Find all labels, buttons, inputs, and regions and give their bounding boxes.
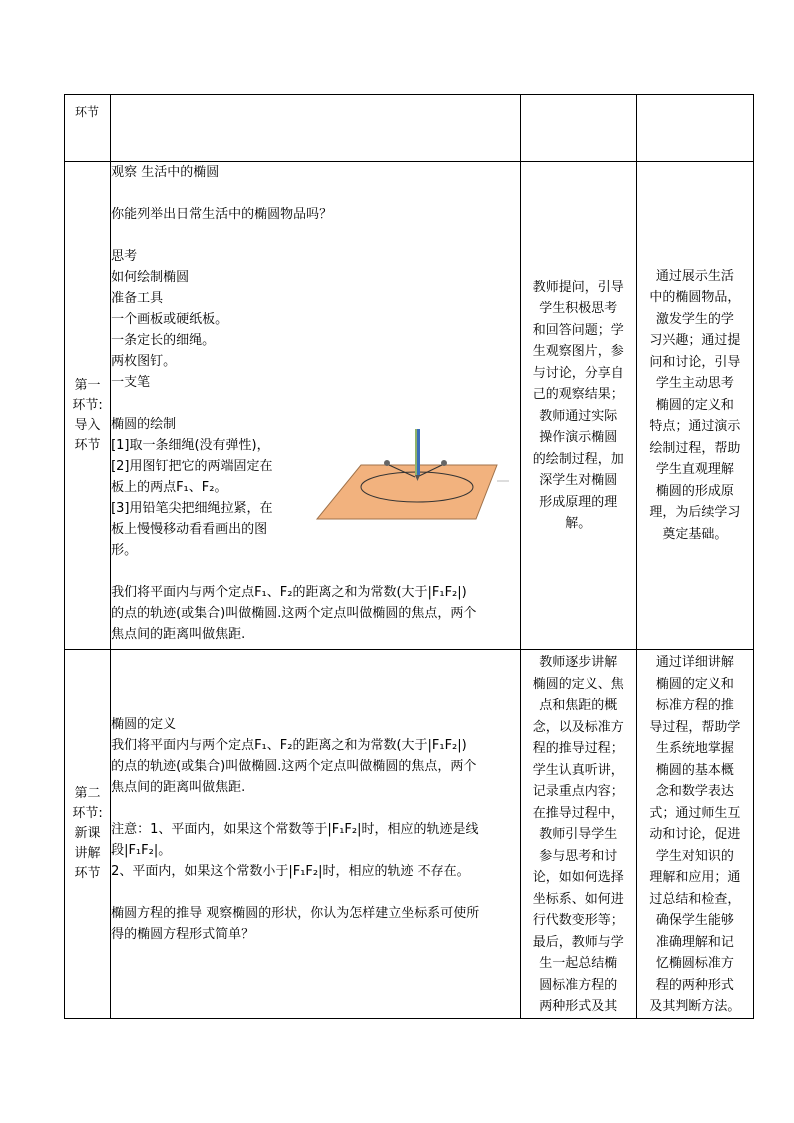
draw-heading: 椭圆的绘制 [111, 417, 177, 432]
step-text: [2]用图钉把它的两端固定在 [111, 459, 273, 474]
teacher-line: 在推导过程中， [532, 805, 624, 821]
purpose-line: 绘制过程，帮助 [649, 440, 741, 456]
teacher-line: 与讨论，分享自 [532, 365, 624, 381]
purpose-line: 习兴趣；通过提 [649, 333, 741, 349]
teacher-line: 教师提问，引导 [532, 279, 624, 295]
step-text: 板上的两点F₁、F₂。 [111, 480, 228, 495]
stage-line: 讲解 [74, 845, 101, 861]
stage-line: 环节: [72, 805, 103, 821]
how-text: 如何绘制椭圆 [111, 270, 190, 285]
purpose-line: 理，为后续学习 [649, 505, 741, 521]
definition-text: 的点的轨迹(或集合)叫做椭圆.这两个定点叫做椭圆的焦点，两个 [111, 759, 477, 774]
row-new-lesson [65, 650, 754, 1019]
teacher-line: 学生认真听讲， [532, 762, 624, 778]
teacher-line: 论，如如何选择 [532, 870, 624, 885]
teacher-line: 形成原理的理 [539, 494, 618, 510]
note-text: 段|F₁F₂|。 [111, 843, 172, 858]
definition-text: 焦点间的距离叫做焦距. [111, 780, 246, 795]
lesson-plan-table [64, 94, 754, 1019]
step-text: 形。 [111, 543, 138, 558]
step-text: 板上慢慢移动看看画出的图 [111, 522, 268, 537]
purpose-line: 椭圆的定义和 [655, 397, 734, 413]
step-text: [1]取一条细绳(没有弹性)， [111, 438, 270, 453]
note-text: 注意：1、平面内，如果这个常数等于|F₁F₂|时，相应的轨迹是线 [111, 822, 479, 837]
stage-cell-intro [65, 162, 111, 650]
teacher-cell-intro [520, 162, 636, 650]
purpose-line: 过总结和检查， [649, 891, 741, 907]
definition-text: 焦点间的距离叫做焦距. [111, 627, 246, 642]
note-text: 2、平面内，如果这个常数小于|F₁F₂|时，相应的轨迹 不存在。 [111, 864, 470, 879]
row-intro [65, 162, 754, 650]
observe-heading: 观察 生活中的椭圆 [111, 165, 220, 180]
teacher-line: 学生积极思考 [539, 301, 618, 316]
teacher-line: 生观察图片，参 [532, 344, 624, 359]
stage-line: 环节: [72, 397, 103, 413]
purpose-line: 椭圆的基本概 [655, 762, 734, 778]
purpose-line: 式；通过师生互 [649, 805, 741, 821]
purpose-line: 导过程，帮助学 [649, 719, 741, 735]
teacher-cell-new-lesson [520, 650, 636, 1019]
stage-line: 环节 [74, 865, 101, 881]
teacher-line: 念，以及标准方 [532, 719, 624, 735]
purpose-line: 动和讨论，促进 [649, 827, 741, 842]
teacher-line: 的绘制过程，加 [532, 451, 624, 467]
purpose-line: 理解和应用；通 [649, 870, 741, 885]
teacher-line: 点和焦距的概 [539, 698, 618, 713]
teacher-line: 教师逐步讲解 [539, 655, 618, 670]
definition-text: 我们将平面内与两个定点F₁、F₂的距离之和为常数(大于|F₁F₂|) [111, 738, 467, 753]
teacher-line: 解。 [565, 516, 592, 531]
content-cell-new-lesson [111, 650, 521, 1019]
content-cell-intro [111, 162, 521, 650]
header-row [65, 95, 754, 162]
purpose-line: 特点；通过演示 [649, 419, 741, 435]
purpose-line: 中的椭圆物品， [649, 290, 741, 306]
purpose-line: 标准方程的推 [655, 698, 734, 713]
purpose-line: 学生对知识的 [655, 848, 734, 864]
teacher-line: 记录重点内容； [532, 784, 624, 799]
stage-line: 第二 [74, 785, 101, 801]
tool-item: 两枚图钉。 [111, 354, 177, 369]
teacher-line: 程的推导过程； [532, 741, 624, 756]
ellipse-board-illustration [311, 429, 511, 549]
tools-heading: 准备工具 [111, 291, 164, 306]
purpose-line: 程的两种形式 [655, 977, 734, 993]
teacher-line: 行代数变形等； [532, 913, 624, 928]
teacher-line: 两种形式及其 [539, 999, 618, 1014]
purpose-line: 椭圆的形成原 [655, 483, 734, 499]
purpose-line: 通过详细讲解 [655, 655, 734, 670]
purpose-line: 及其判断方法。 [649, 999, 741, 1014]
purpose-line: 激发学生的学 [655, 311, 734, 327]
header-cell-teacher [520, 95, 636, 162]
ellipse-drawing-figure [311, 435, 520, 561]
definition-text: 的点的轨迹(或集合)叫做椭圆.这两个定点叫做椭圆的焦点，两个 [111, 606, 477, 621]
tool-item: 一条定长的细绳。 [111, 333, 216, 348]
definition-heading: 椭圆的定义 [111, 717, 177, 732]
teacher-line: 生一起总结椭 [539, 956, 618, 971]
pin-right [441, 460, 447, 466]
teacher-line: 深学生对椭圆 [539, 473, 618, 488]
purpose-line: 学生主动思考 [655, 376, 734, 392]
stage-line: 新课 [74, 825, 101, 841]
header-label: 环节 [75, 105, 100, 119]
purpose-line: 确保学生能够 [655, 913, 734, 928]
teacher-line: 圆标准方程的 [539, 977, 618, 993]
teacher-line: 教师通过实际 [539, 408, 618, 424]
purpose-cell-intro [636, 162, 753, 650]
derivation-text: 得的椭圆方程形式简单？ [111, 927, 255, 942]
stage-line: 导入 [74, 417, 101, 433]
purpose-cell-new-lesson [636, 650, 753, 1019]
derivation-text: 椭圆方程的推导 观察椭圆的形状，你认为怎样建立坐标系可使所 [111, 906, 480, 921]
purpose-line: 问和讨论，引导 [649, 354, 741, 370]
header-cell-purpose [636, 95, 753, 162]
think-heading: 思考 [111, 249, 138, 264]
pin-left [384, 460, 390, 466]
header-cell-stage [65, 95, 111, 162]
stage-line: 第一 [74, 377, 101, 393]
purpose-line: 生系统地掌握 [655, 741, 734, 756]
purpose-line: 通过展示生活 [655, 268, 734, 284]
stage-cell-new-lesson [65, 650, 111, 1019]
definition-text: 我们将平面内与两个定点F₁、F₂的距离之和为常数(大于|F₁F₂|) [111, 585, 467, 600]
teacher-line: 和回答问题；学 [532, 322, 624, 338]
purpose-line: 奠定基础。 [662, 526, 728, 542]
question-text: 你能列举出日常生活中的椭圆物品吗？ [111, 207, 333, 222]
purpose-line: 椭圆的定义和 [655, 676, 734, 692]
purpose-line: 念和数学表达 [655, 784, 734, 799]
teacher-line: 操作演示椭圆 [539, 430, 618, 445]
stage-line: 环节 [74, 437, 101, 453]
step-text: [3]用铅笔尖把细绳拉紧，在 [111, 501, 273, 516]
purpose-line: 学生直观理解 [655, 462, 734, 478]
teacher-line: 椭圆的定义、焦 [532, 676, 624, 692]
purpose-line: 准确理解和记 [655, 934, 734, 950]
tool-item: 一个画板或硬纸板。 [111, 312, 229, 327]
teacher-line: 教师引导学生 [539, 827, 618, 842]
teacher-line: 坐标系、如何进 [532, 891, 624, 907]
purpose-line: 忆椭圆标准方 [655, 956, 734, 971]
teacher-line: 参与思考和讨 [539, 848, 618, 864]
tool-item: 一支笔 [111, 375, 151, 390]
teacher-line: 最后，教师与学 [532, 934, 624, 950]
header-cell-content [111, 95, 521, 162]
teacher-line: 己的观察结果； [532, 387, 624, 402]
